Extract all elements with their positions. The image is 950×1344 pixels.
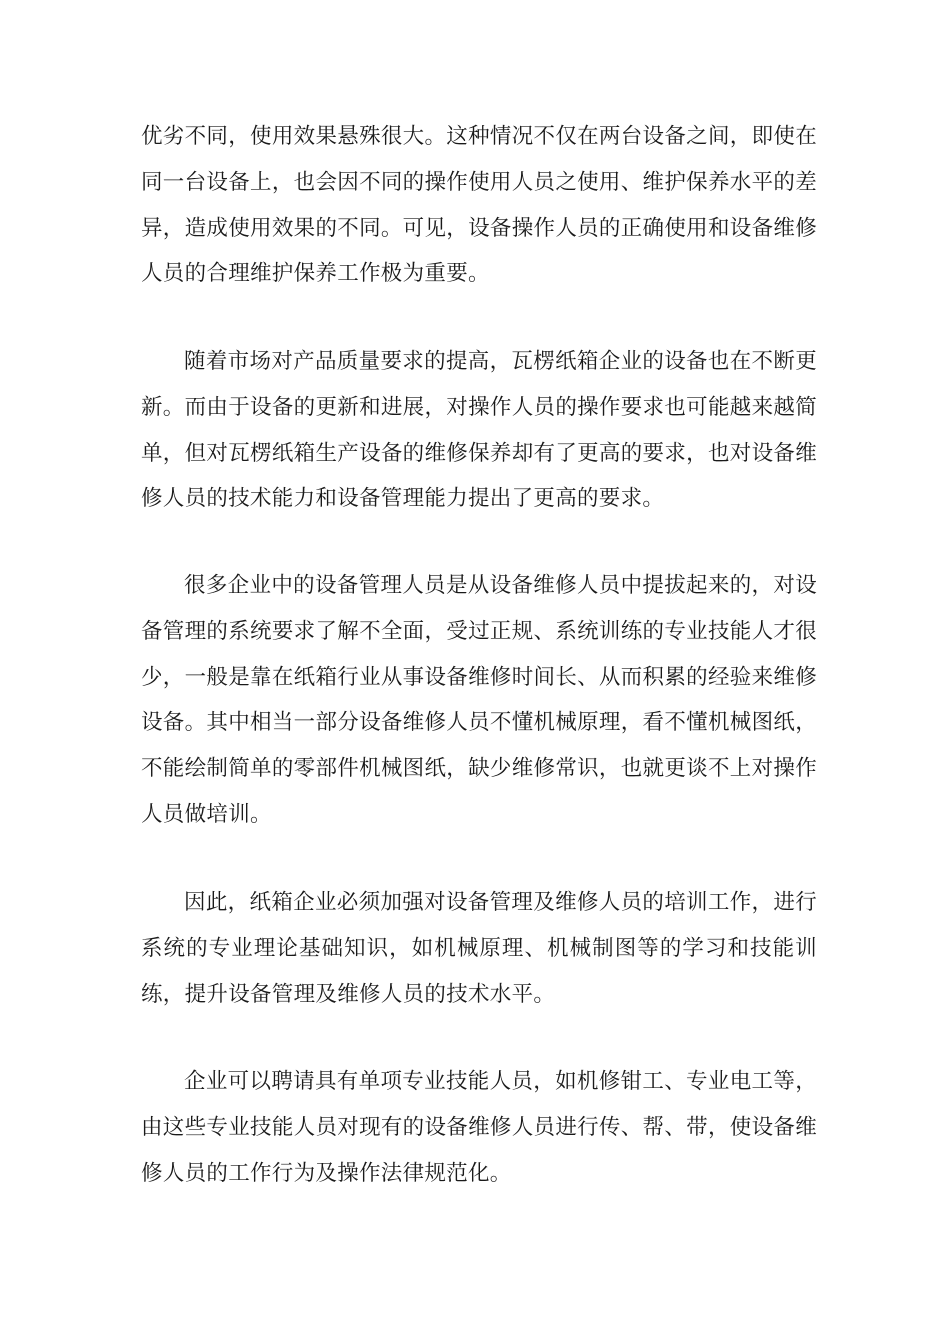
paragraph-3: 很多企业中的设备管理人员是从设备维修人员中提拔起来的，对设备管理的系统要求了解不全面，受过正规、系统训练的专业技能人才很少，一般是靠在纸箱行业从事设备维修时间长、从而积累的经验来维修设备。其中相当一部分设备维修人员不懂机械原理，看不懂机械图纸，不能绘制简单的零部件机械图纸，缺少维修常识，也就更谈不上对操作人员做培训。 <box>141 573 817 827</box>
paragraph-4: 因此，纸箱企业必须加强对设备管理及维修人员的培训工作，进行系统的专业理论基础知识，如机械原理、机械制图等的学习和技能训练，提升设备管理及维修人员的技术水平。 <box>141 890 817 1007</box>
paragraph-2: 随着市场对产品质量要求的提高，瓦楞纸箱企业的设备也在不断更新。而由于设备的更新和进展，对操作人员的操作要求也可能越来越简单，但对瓦楞纸箱生产设备的维修保养却有了更高的要求，也对设备维修人员的技术能力和设备管理能力提出了更高的要求。 <box>141 349 817 512</box>
paragraph-5: 企业可以聘请具有单项专业技能人员，如机修钳工、专业电工等，由这些专业技能人员对现有的设备维修人员进行传、帮、带，使设备维修人员的工作行为及操作法律规范化。 <box>141 1069 817 1186</box>
paragraph-1: 优劣不同，使用效果悬殊很大。这种情况不仅在两台设备之间，即使在同一台设备上，也会因不同的操作使用人员之使用、维护保养水平的差异，造成使用效果的不同。可见，设备操作人员的正确使用和设备维修人员的合理维护保养工作极为重要。 <box>141 124 817 287</box>
